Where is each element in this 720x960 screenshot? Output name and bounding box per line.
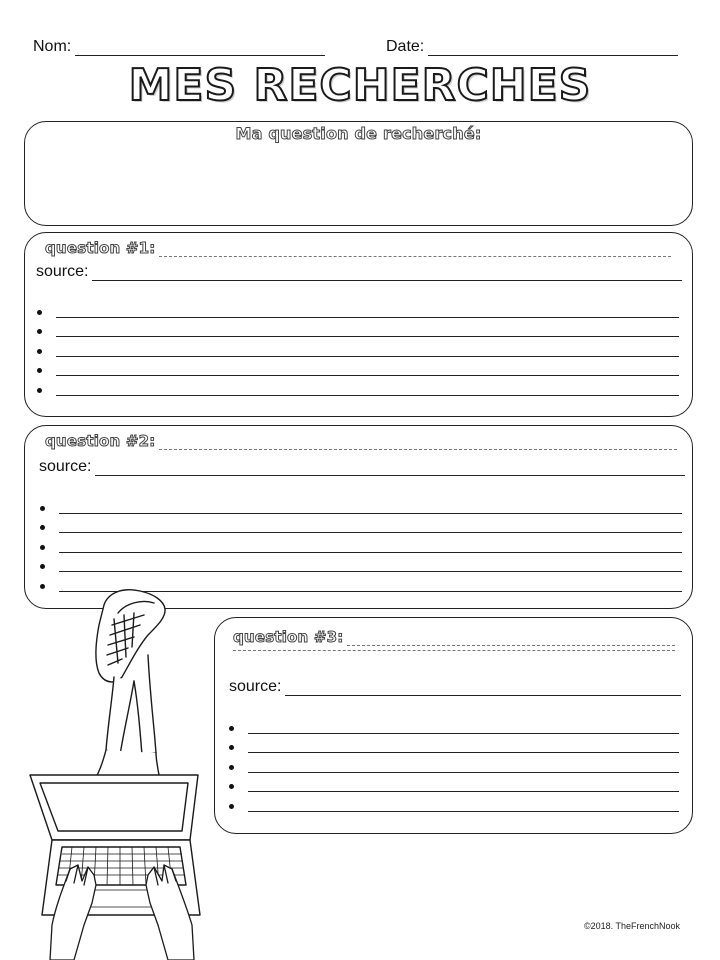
question-3-source-label: source:	[229, 678, 282, 695]
question-1-source	[36, 263, 682, 281]
question-2-answer-line[interactable]	[159, 438, 677, 450]
question-3-answer-line-2[interactable]	[233, 650, 675, 651]
name-input-line[interactable]	[75, 40, 325, 56]
bullet-icon	[37, 329, 42, 334]
name-field	[33, 38, 325, 56]
question-3-source-line[interactable]	[285, 682, 681, 696]
list-item[interactable]	[229, 792, 679, 812]
list-item[interactable]	[40, 533, 682, 553]
student-laptop-illustration	[22, 585, 222, 960]
list-item[interactable]	[37, 357, 679, 377]
date-field	[386, 38, 678, 56]
list-item[interactable]	[229, 734, 679, 754]
bullet-icon	[229, 804, 234, 809]
question-3-answer-line[interactable]	[347, 634, 675, 646]
bullet-icon	[229, 784, 234, 789]
question-2-source-label: source:	[39, 458, 92, 475]
bullet-icon	[40, 525, 45, 530]
question-1-bullet-list	[37, 298, 679, 396]
question-2-source	[39, 458, 685, 476]
bullet-icon	[229, 745, 234, 750]
list-item[interactable]	[229, 773, 679, 793]
question-3-heading	[233, 628, 675, 646]
bullet-icon	[40, 506, 45, 511]
page-title: MES RECHERCHES	[128, 60, 592, 111]
bullet-icon	[37, 349, 42, 354]
copyright-notice: ©2018. TheFrenchNook	[583, 921, 680, 931]
list-item[interactable]	[229, 714, 679, 734]
question-3-source	[229, 678, 681, 696]
bullet-icon	[40, 545, 45, 550]
name-label: Nom:	[33, 38, 72, 55]
question-2-source-line[interactable]	[95, 462, 685, 476]
bullet-icon	[37, 388, 42, 393]
list-item[interactable]	[37, 318, 679, 338]
bullet-icon	[229, 765, 234, 770]
question-3-box	[214, 617, 693, 834]
research-question-heading: Ma question de recherché:	[235, 124, 482, 143]
question-1-answer-line[interactable]	[159, 245, 671, 257]
question-2-bullet-list	[40, 494, 682, 592]
question-1-label: question #1:	[45, 239, 156, 257]
bullet-icon	[37, 368, 42, 373]
list-item[interactable]	[40, 494, 682, 514]
list-item[interactable]	[37, 337, 679, 357]
question-2-label: question #2:	[45, 432, 156, 450]
question-2-heading	[45, 432, 677, 450]
bullet-icon	[229, 726, 234, 731]
list-item[interactable]	[40, 514, 682, 534]
bullet-icon	[37, 310, 42, 315]
question-2-box	[24, 425, 693, 609]
list-item[interactable]	[37, 298, 679, 318]
bullet-icon	[40, 564, 45, 569]
question-1-source-line[interactable]	[92, 267, 682, 281]
list-item[interactable]	[37, 376, 679, 396]
question-1-heading	[45, 239, 671, 257]
question-3-label: question #3:	[233, 628, 344, 646]
question-1-box	[24, 232, 693, 417]
research-question-box[interactable]	[24, 121, 693, 226]
date-label: Date:	[386, 38, 425, 55]
question-1-source-label: source:	[36, 263, 89, 280]
date-input-line[interactable]	[428, 40, 678, 56]
list-item[interactable]	[40, 553, 682, 573]
list-item[interactable]	[229, 753, 679, 773]
question-3-bullet-list	[229, 714, 679, 812]
